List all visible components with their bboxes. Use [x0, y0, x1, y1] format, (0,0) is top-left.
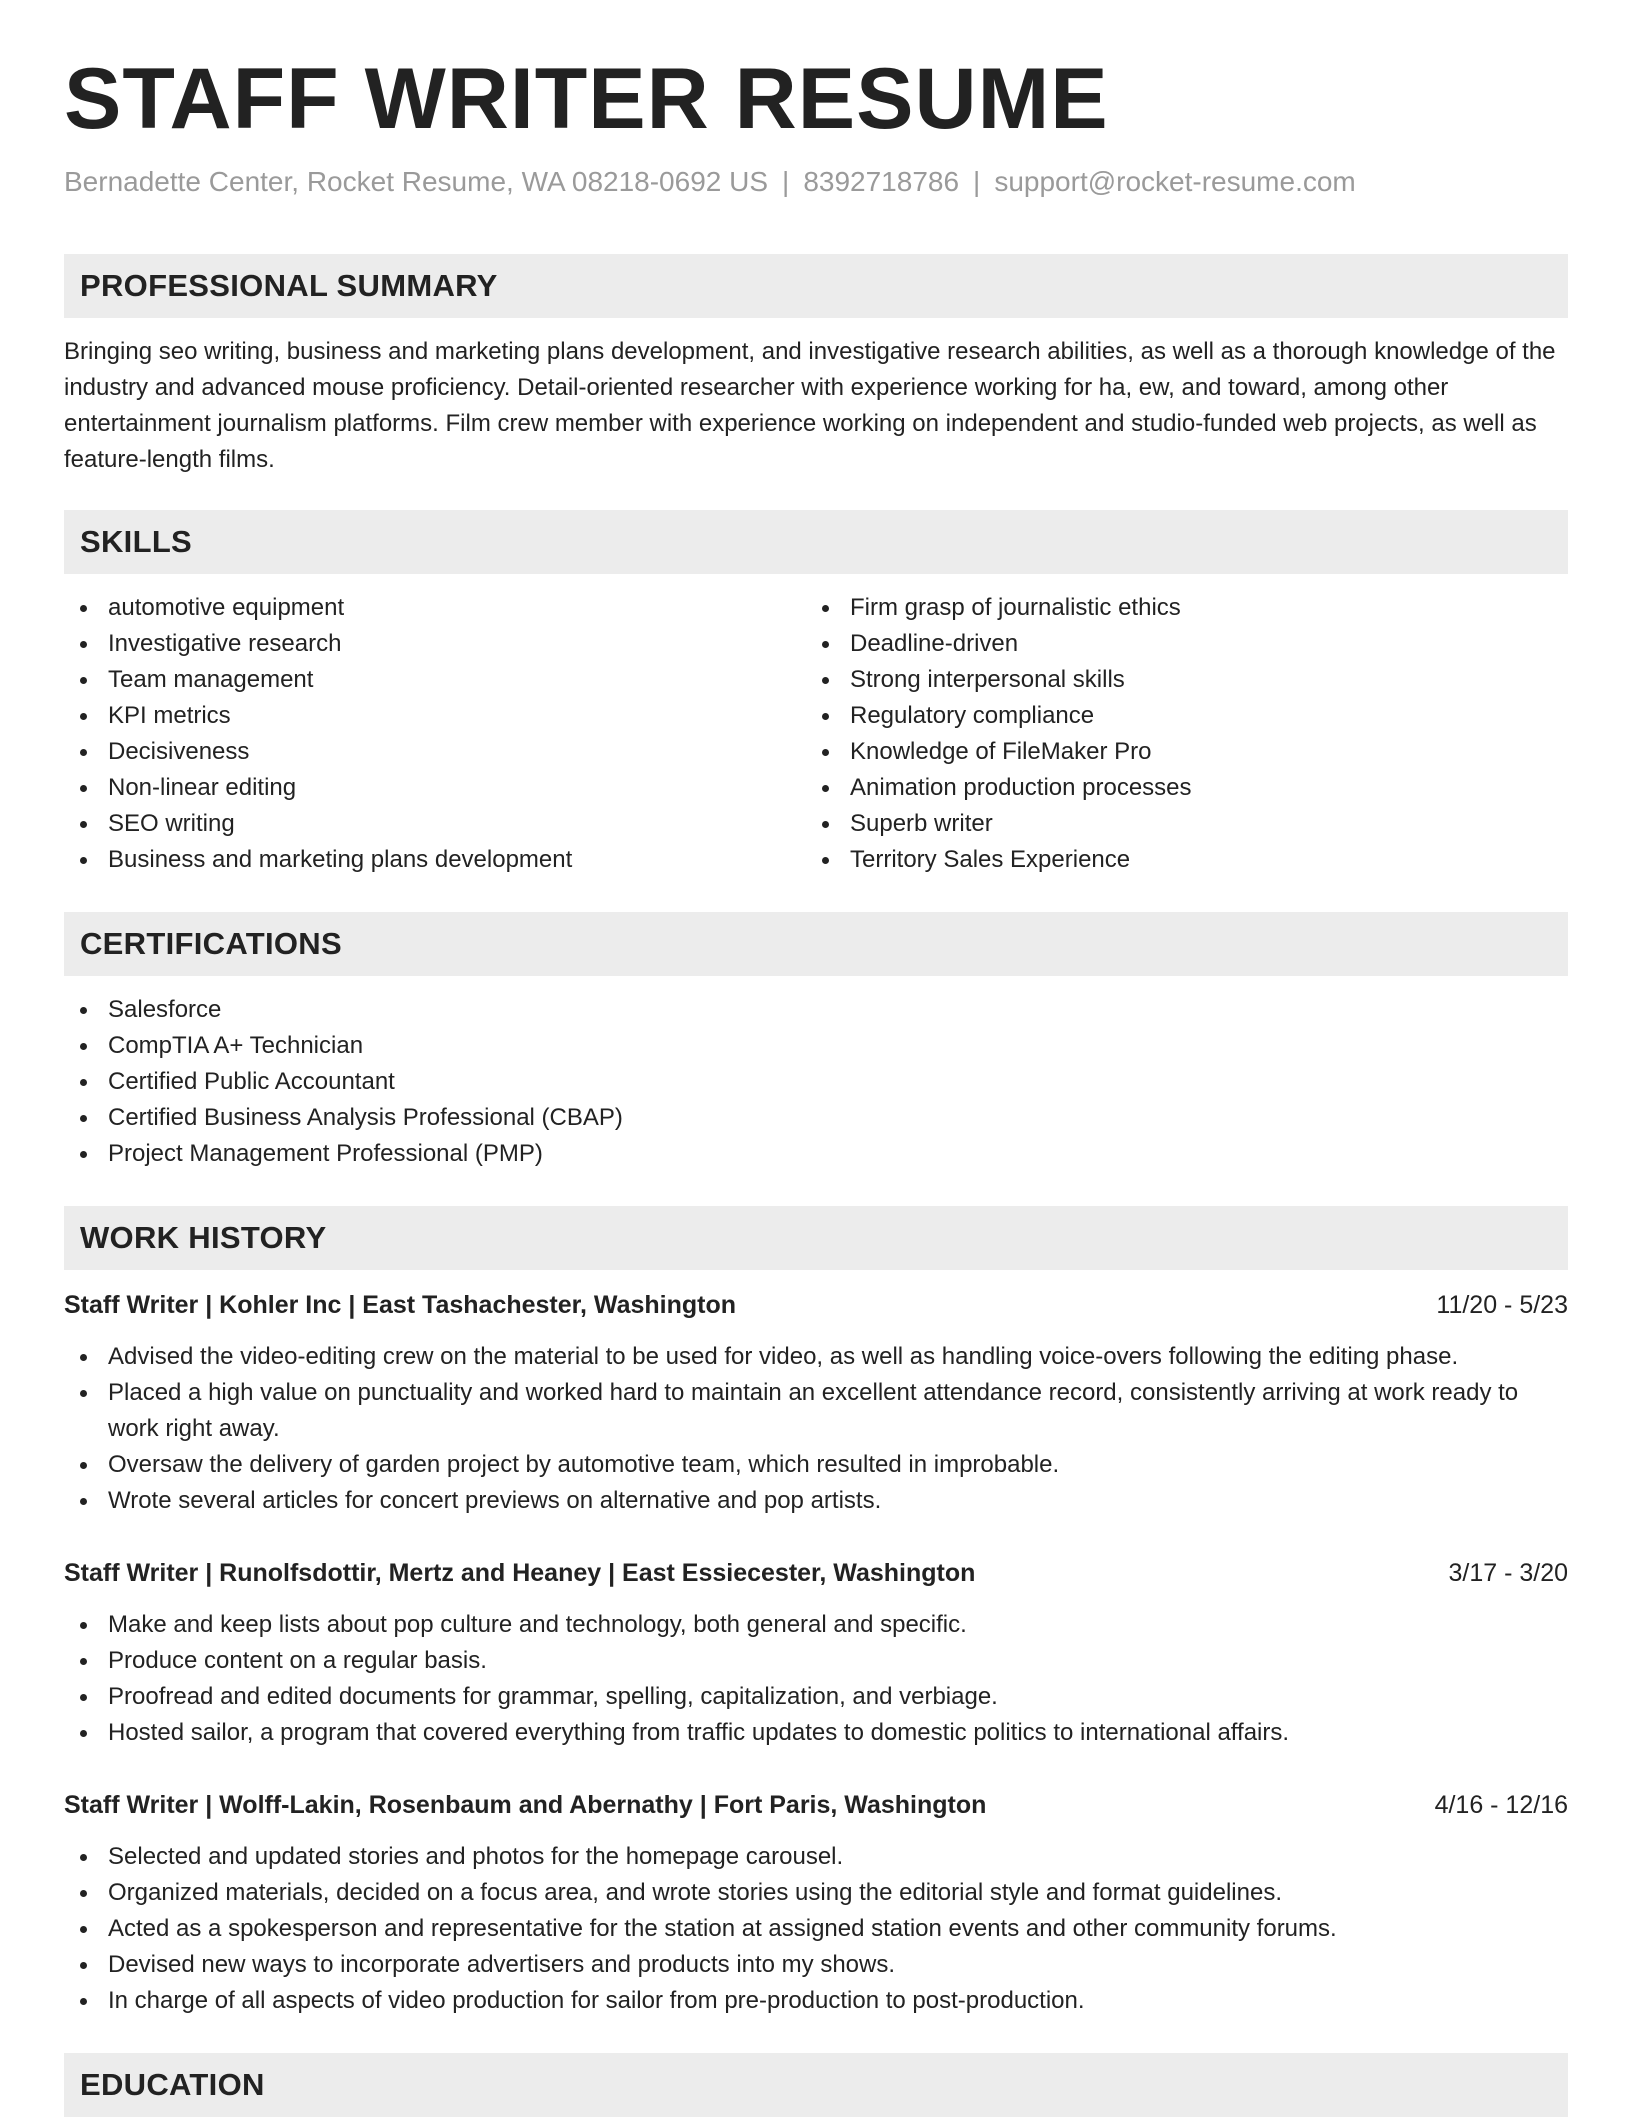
list-item: Produce content on a regular basis. [64, 1643, 1568, 1679]
list-item: Strong interpersonal skills [806, 662, 1546, 698]
list-item: Acted as a spokesperson and representative for the station at assigned station events and other community forums. [64, 1911, 1568, 1947]
list-item: Decisiveness [64, 734, 804, 770]
list-item: Devised new ways to incorporate advertisers and products into my shows. [64, 1947, 1568, 1983]
list-item: Proofread and edited documents for grammar, spelling, capitalization, and verbiage. [64, 1679, 1568, 1715]
contact-email: support@rocket-resume.com [994, 166, 1356, 197]
list-item: Organized materials, decided on a focus area, and wrote stories using the editorial style and format guidelines. [64, 1875, 1568, 1911]
section-header-certifications: CERTIFICATIONS [64, 912, 1568, 976]
list-item: Regulatory compliance [806, 698, 1546, 734]
list-item: automotive equipment [64, 590, 804, 626]
list-item: Oversaw the delivery of garden project by automotive team, which resulted in improbable. [64, 1447, 1568, 1483]
contact-separator: | [973, 166, 981, 197]
summary-text: Bringing seo writing, business and marketing plans development, and investigative research abilities, as well as a thorough knowledge of the industry and advanced mouse proficiency. Detail-oriented researcher with experience working for ha, ew, and toward, among other entertainment journalism platforms. Film crew member with experience working on independent and studio-funded web projects, as well as feature-length films. [64, 338, 1556, 473]
list-item: Team management [64, 662, 804, 698]
list-item: Certified Business Analysis Professional (CBAP) [64, 1100, 1568, 1136]
section-header-skills: SKILLS [64, 510, 1568, 574]
list-item: Selected and updated stories and photos for the homepage carousel. [64, 1839, 1568, 1875]
resume-title: STAFF WRITER RESUME [64, 51, 1109, 147]
job-header [64, 1787, 1568, 1823]
job-title: Staff Writer | Wolff-Lakin, Rosenbaum and Abernathy | Fort Paris, Washington [64, 1791, 987, 1819]
list-item: Placed a high value on punctuality and worked hard to maintain an excellent attendance record, consistently arriving at work ready to work right away. [64, 1375, 1568, 1447]
list-item: In charge of all aspects of video production for sailor from pre-production to post-production. [64, 1983, 1568, 2019]
list-item: SEO writing [64, 806, 804, 842]
job-bullets [64, 1607, 1568, 1751]
section-header-summary: PROFESSIONAL SUMMARY [64, 254, 1568, 318]
list-item: Superb writer [806, 806, 1546, 842]
job-title: Staff Writer | Kohler Inc | East Tashachester, Washington [64, 1291, 736, 1319]
job-header [64, 1555, 1568, 1591]
section-header-work-history: WORK HISTORY [64, 1206, 1568, 1270]
skills-list-left [64, 590, 804, 878]
contact-line [64, 166, 1356, 198]
list-item: Territory Sales Experience [806, 842, 1546, 878]
contact-address: Bernadette Center, Rocket Resume, WA 08218-0692 US [64, 166, 769, 197]
list-item: Knowledge of FileMaker Pro [806, 734, 1546, 770]
list-item: Make and keep lists about pop culture and technology, both general and specific. [64, 1607, 1568, 1643]
list-item: KPI metrics [64, 698, 804, 734]
job-bullets [64, 1339, 1568, 1519]
list-item: Certified Public Accountant [64, 1064, 1568, 1100]
contact-phone: 8392718786 [803, 166, 960, 197]
list-item: Salesforce [64, 992, 1568, 1028]
job-dates: 4/16 - 12/16 [1434, 1791, 1568, 1819]
list-item: Wrote several articles for concert previews on alternative and pop artists. [64, 1483, 1568, 1519]
job-dates: 3/17 - 3/20 [1448, 1559, 1568, 1587]
contact-separator: | [782, 166, 790, 197]
list-item: Firm grasp of journalistic ethics [806, 590, 1546, 626]
list-item: Investigative research [64, 626, 804, 662]
job-dates: 11/20 - 5/23 [1436, 1291, 1568, 1319]
list-item: Non-linear editing [64, 770, 804, 806]
list-item: Project Management Professional (PMP) [64, 1136, 1568, 1172]
list-item: Hosted sailor, a program that covered everything from traffic updates to domestic politics to international affairs. [64, 1715, 1568, 1751]
job-bullets [64, 1839, 1568, 2019]
section-header-education: EDUCATION [64, 2053, 1568, 2117]
list-item: Animation production processes [806, 770, 1546, 806]
list-item: Deadline-driven [806, 626, 1546, 662]
list-item: Business and marketing plans development [64, 842, 804, 878]
job-header [64, 1287, 1568, 1323]
list-item: CompTIA A+ Technician [64, 1028, 1568, 1064]
certifications-list [64, 992, 1568, 1172]
list-item: Advised the video-editing crew on the material to be used for video, as well as handling voice-overs following the editing phase. [64, 1339, 1568, 1375]
job-title: Staff Writer | Runolfsdottir, Mertz and Heaney | East Essiecester, Washington [64, 1559, 976, 1587]
skills-list-right [806, 590, 1546, 878]
